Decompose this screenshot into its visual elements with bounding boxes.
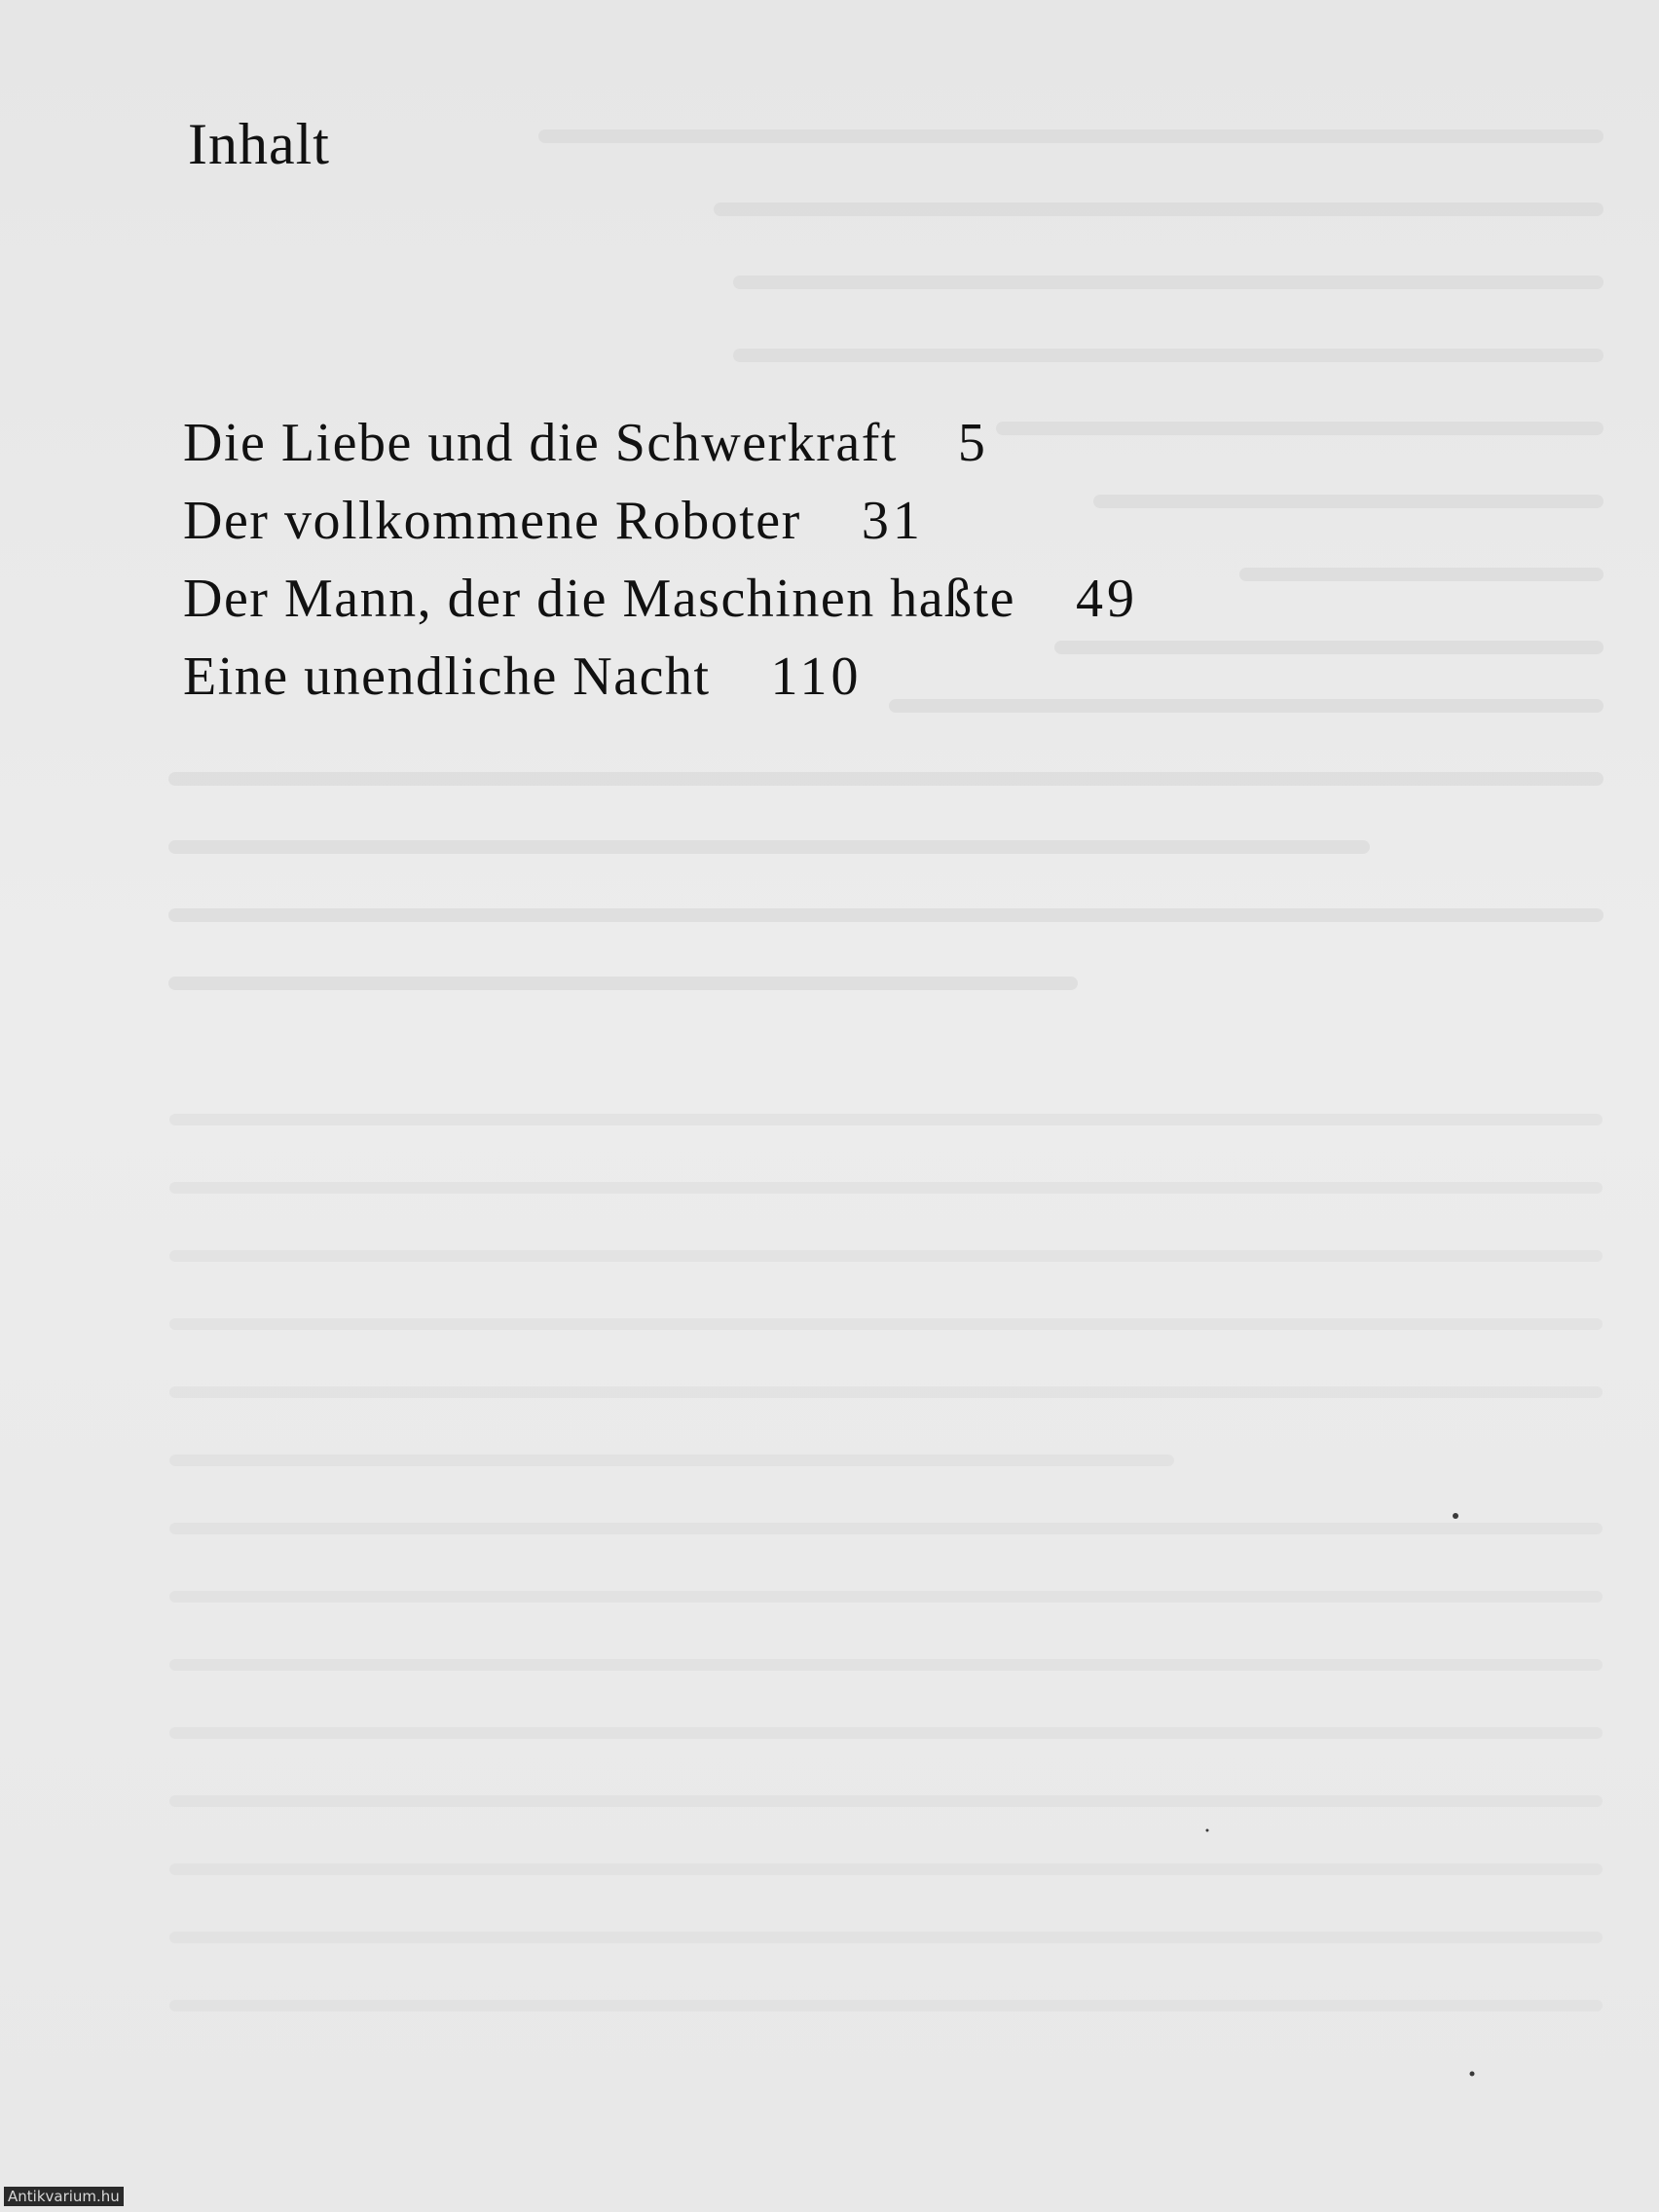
- toc-entry: [183, 638, 1138, 716]
- toc-entry-title: Eine unendliche Nacht: [183, 646, 711, 707]
- page-title: Inhalt: [188, 112, 330, 176]
- toc-entry-page: 49: [1076, 569, 1138, 629]
- toc-entry: [183, 482, 1138, 560]
- toc-entry-title: Der Mann, der die Maschinen haßte: [183, 569, 1015, 629]
- table-of-contents: [183, 404, 1138, 716]
- toc-entry-title: Die Liebe und die Schwerkraft: [183, 413, 898, 473]
- toc-entry-title: Der vollkommene Roboter: [183, 491, 801, 551]
- toc-entry-page: 5: [957, 413, 989, 473]
- watermark: Antikvarium.hu: [4, 2187, 124, 2206]
- toc-entry: [183, 560, 1138, 638]
- toc-entry-page: 31: [861, 491, 924, 551]
- toc-entry-page: 110: [770, 646, 863, 707]
- toc-entry: [183, 404, 1138, 482]
